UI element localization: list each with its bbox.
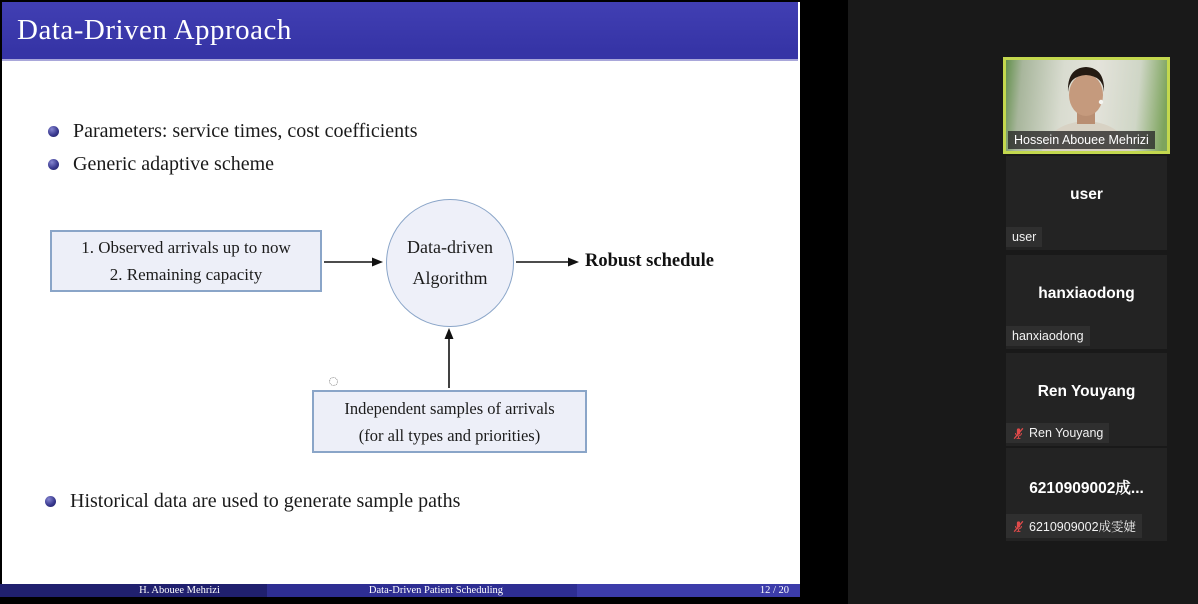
- participant-name-label: [1006, 227, 1042, 247]
- footer-author: [0, 584, 267, 597]
- footer-page-number: [577, 584, 800, 597]
- participant-name-label: [1006, 423, 1109, 443]
- participant-tile-user[interactable]: [1006, 156, 1167, 250]
- bullet-historical-data: [45, 489, 460, 513]
- participant-display-name: 6210909002成...: [1029, 480, 1144, 498]
- bullet-text: Generic adaptive scheme: [73, 153, 275, 175]
- diagram-samples-box: [312, 390, 587, 453]
- diagram-input-box: [50, 230, 322, 292]
- participant-tile-6210909002[interactable]: [1006, 448, 1167, 541]
- participant-label-text: hanxiaodong: [1012, 329, 1084, 343]
- mic-off-icon: [1012, 520, 1025, 533]
- speaker-video-feed: [1006, 60, 1167, 151]
- slide-top-edge: [0, 0, 800, 2]
- mouse-cursor-ring: [329, 377, 338, 386]
- footer-author-text: H. Abouee Mehrizi: [139, 585, 220, 596]
- circle-line1: Data-driven: [407, 237, 493, 257]
- participant-display-name: user: [1070, 186, 1103, 204]
- diagram-algorithm-circle: [386, 199, 514, 327]
- participant-tile-ren-youyang[interactable]: [1006, 353, 1167, 446]
- samples-box-line2: (for all types and priorities): [358, 425, 541, 445]
- participant-display-name: Ren Youyang: [1037, 383, 1136, 401]
- participant-name-label: [1006, 514, 1142, 538]
- footer-deck-title-text: Data-Driven Patient Scheduling: [368, 585, 504, 596]
- speaker-video-tile[interactable]: [1003, 57, 1170, 154]
- samples-box-line1: Independent samples of arrivals: [344, 398, 555, 418]
- speaker-name-label: Hossein Abouee Mehrizi: [1008, 131, 1155, 149]
- slide-title: Data-Driven Approach: [17, 14, 292, 46]
- slide-title-bar: [2, 2, 798, 61]
- bullet-icon: [45, 496, 56, 507]
- bullet-parameters: [48, 119, 418, 143]
- bullet-adaptive-scheme: [48, 152, 274, 176]
- bullet-text: Parameters: service times, cost coefficients: [73, 120, 418, 142]
- participant-label-text: user: [1012, 230, 1037, 244]
- participant-display-name: hanxiaodong: [1038, 285, 1135, 303]
- participant-label-text: 6210909002成雯婕: [1029, 520, 1137, 534]
- footer-deck-title: [267, 584, 577, 597]
- participant-label-text: Ren Youyang: [1029, 426, 1104, 440]
- bullet-icon: [48, 126, 59, 137]
- participant-name-label: [1006, 326, 1090, 346]
- participant-tile-hanxiaodong[interactable]: [1006, 255, 1167, 349]
- input-box-line2: 2. Remaining capacity: [109, 265, 263, 284]
- bullet-text: Historical data are used to generate sample paths: [70, 490, 461, 512]
- mic-off-icon: [1012, 427, 1025, 440]
- input-box-line1: 1. Observed arrivals up to now: [81, 238, 291, 257]
- footer-page-text: 12 / 20: [759, 585, 789, 596]
- bullet-icon: [48, 159, 59, 170]
- circle-line2: Algorithm: [412, 268, 488, 288]
- slide-left-edge: [0, 0, 2, 597]
- diagram-output-label: Robust schedule: [585, 251, 715, 271]
